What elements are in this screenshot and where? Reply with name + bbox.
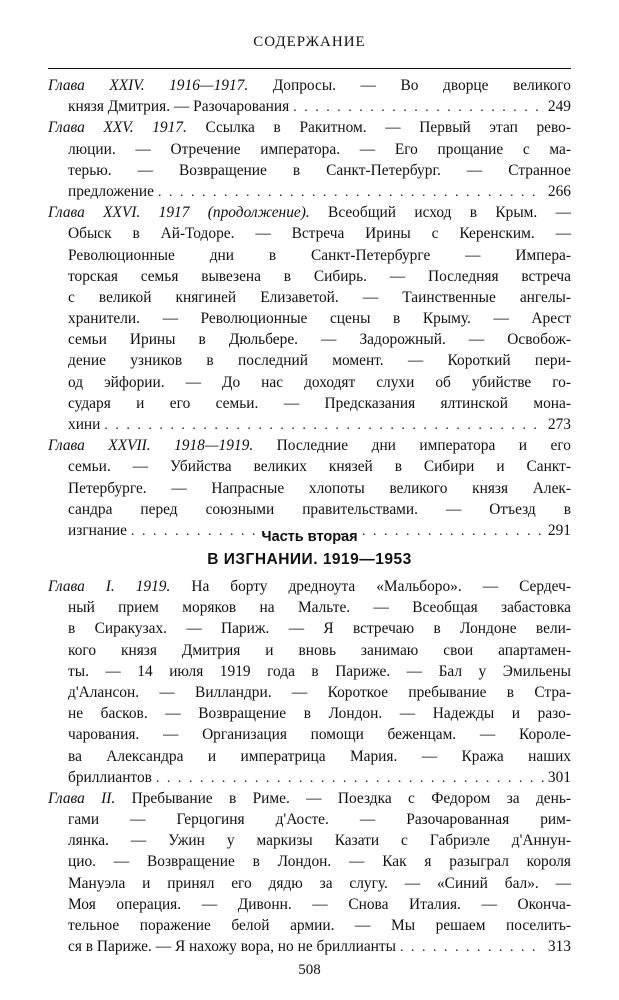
toc-entry-text: хини [68, 416, 101, 433]
toc-entry-line: лянка. — Ужин у маркизы Казати с Габриэле д'Аннун- [68, 832, 571, 850]
toc-entry-first-line [48, 202, 571, 223]
toc-entry-first-line [48, 435, 571, 456]
toc-entry-line: Обыск в Ай-Тодоре. — Встреча Ирины с Керенским. — [68, 225, 571, 243]
toc-page-number: 266 [547, 182, 571, 200]
toc-entry-first-line [48, 117, 571, 138]
toc-page-number: 249 [547, 98, 571, 116]
toc-entry-line: ты. — 14 июля 1919 года в Париже. — Бал у Эмильены [68, 662, 571, 680]
toc-entry-line: хранители. — Революционные сцены в Крыму. — Арест [68, 310, 571, 328]
toc-entry-line: не басков. — Возвращение в Лондон. — Надежды и разо- [68, 705, 571, 723]
toc-entry-line: торская семья вывезена в Сибирь. — Последняя встреча [68, 267, 571, 285]
dot-leader [293, 97, 544, 118]
toc-entry-line: семьи. — Убийства великих князей в Сибири и Санкт- [68, 458, 571, 476]
toc-page-number: 313 [547, 938, 571, 956]
toc-entry-line: Петербурге. — Напрасные хлопоты великого князя Алек- [68, 479, 571, 497]
dot-leader [104, 415, 544, 436]
part-label: Часть вторая [261, 529, 358, 545]
toc-entry-line: сандра перед союзными правительствами. — Отъезд в [68, 500, 571, 518]
toc-entry-text: бриллиантов [68, 768, 152, 786]
toc-entry-text: Всеобщий исход в Крым. — [309, 204, 571, 222]
part-heading [0, 527, 619, 573]
toc-entry-last-line [48, 181, 571, 202]
dot-leader [400, 937, 544, 958]
toc-entry-text: ся в Париже. — Я нахожу вора, но не бриллианты [68, 938, 396, 956]
toc-entry-line: Моя операция. — Дивонн. — Снова Италия. — Оконча- [68, 895, 571, 913]
page-number: 508 [298, 962, 321, 978]
toc-entry-text: Последние дни императора и его [253, 437, 571, 455]
toc-entry [48, 788, 571, 958]
toc-entry-last-line [48, 936, 571, 957]
toc-entry-line: ва Александра и императрица Мария. — Кража наших [68, 747, 571, 765]
toc-entry-line: с великой княгиней Елизаветой. — Таинственные ангелы- [68, 288, 571, 306]
toc-entry-line: д'Алансон. — Вилландри. — Короткое пребывание в Стра- [68, 683, 571, 701]
toc-entry-label: Глава XXIV. 1916—1917. [48, 77, 249, 94]
toc-entry-text: Ссылка в Ракитном. — Первый этап рево- [186, 119, 571, 137]
toc-entry-line: семьи Ирины в Дюльбере. — Задорожный. — Освобож- [68, 331, 571, 349]
toc-entry-line: терью. — Возвращение в Санкт-Петербург. — Странное [68, 161, 571, 179]
toc-entry-last-line [48, 767, 571, 788]
toc-entry-first-line [48, 576, 571, 597]
toc-page-number: 301 [547, 768, 571, 786]
toc-entry-line: ный прием моряков на Мальте. — Всеобщая забастовка [68, 599, 571, 617]
toc-entry-text: изгнание [68, 521, 127, 539]
running-header: СОДЕРЖАНИЕ [253, 34, 366, 50]
toc-entry-label: Глава I. 1919. [48, 578, 171, 595]
toc-entry-label: Глава XXV. 1917. [48, 119, 187, 137]
toc-entry-line: в Сиракузах. — Париж. — Я встречаю в Лондоне вели- [68, 620, 571, 638]
toc-entry-line: чарования. — Организация помощи беженцам. — Короле- [68, 726, 571, 744]
part-title: В ИЗГНАНИИ. 1919—1953 [207, 551, 412, 568]
toc-entry-text: Пребывание в Риме. — Поездка с Федором за день- [115, 789, 571, 807]
toc-entry-line: дение узников в последний момент. — Короткий пери- [68, 352, 571, 370]
toc-entry [48, 435, 571, 541]
toc-entry-line: гами — Герцогиня д'Аосте. — Разочарованная рим- [68, 811, 571, 829]
dot-leader [156, 768, 544, 789]
toc-entry-line: сударя и его семьи. — Предсказания ялтинской мона- [68, 394, 571, 412]
toc-entry-text: князя Дмитрия. — Разочарования [68, 98, 290, 116]
toc-entry [48, 75, 571, 117]
toc-entry-text: На борту дредноута «Мальборо». — Сердеч- [170, 578, 571, 595]
toc-entry-line: цио. — Возвращение в Лондон. — Как я разыграл короля [68, 853, 571, 871]
toc-page-number: 291 [547, 521, 571, 539]
toc-entry-last-line [48, 414, 571, 435]
toc-entry [48, 576, 571, 788]
toc-entry-line: люции. — Отречение императора. — Его прощание с ма- [68, 140, 571, 158]
toc-entry-line: тельное поражение белой армии. — Мы решаем поселить- [68, 917, 571, 934]
header-rule [48, 68, 571, 69]
toc-section-part-one [48, 75, 571, 541]
toc-entry-text: предложение [68, 182, 154, 200]
toc-entry [48, 202, 571, 435]
toc-entry-label: Глава XXVI. 1917 (продолжение). [48, 204, 310, 222]
toc-entry-line: од эйфории. — До нас доходят слухи об убийстве го- [68, 373, 571, 391]
toc-entry-label: Глава II. [48, 789, 116, 807]
toc-entry-line: Революционные дни в Санкт-Петербурге — Импера- [68, 246, 571, 264]
dot-leader [158, 182, 544, 203]
toc-section-part-two [48, 576, 571, 957]
toc-page-number: 273 [547, 416, 571, 433]
toc-entry-line: кого князя Дмитрия и вновь занимаю свои апартамен- [68, 641, 571, 659]
toc-entry-text: Допросы. — Во дворце великого [248, 77, 571, 94]
toc-entry-last-line [48, 96, 571, 117]
toc-entry-first-line [48, 75, 571, 96]
toc-entry [48, 117, 571, 202]
toc-entry-label: Глава XXVII. 1918—1919. [48, 437, 254, 455]
toc-entry-line: Мануэла и принял его дядю за слугу. — «Синий бал». — [68, 874, 571, 892]
toc-entry-first-line [48, 788, 571, 809]
